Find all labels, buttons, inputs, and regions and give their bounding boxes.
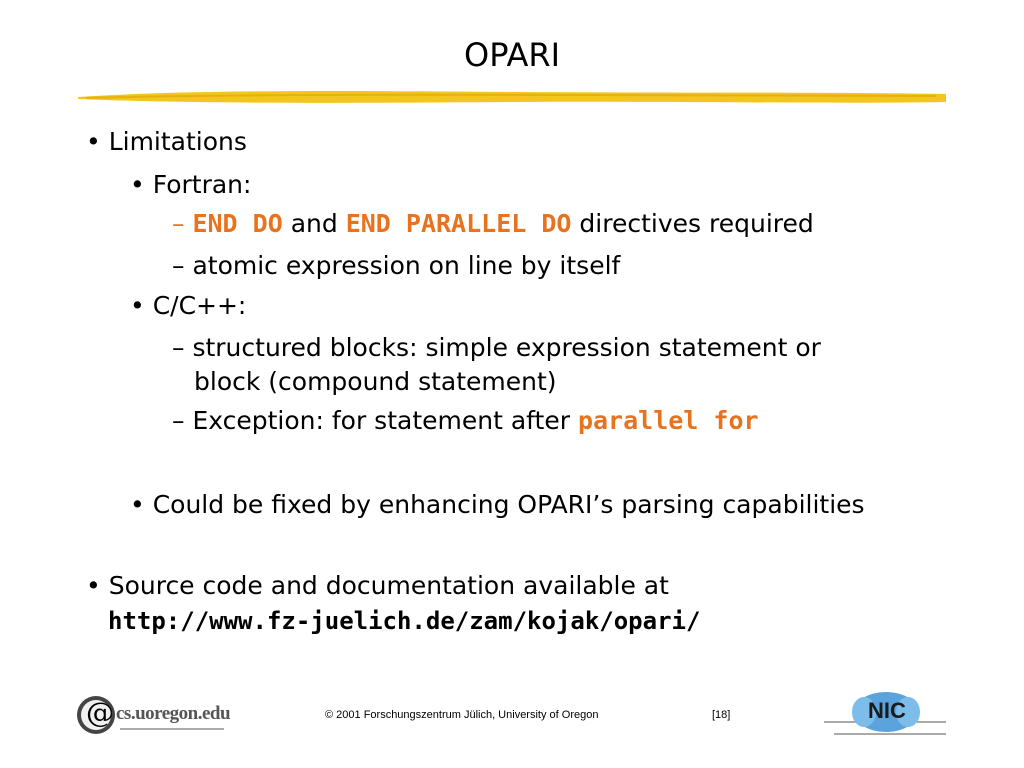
dash-marker: – xyxy=(172,333,185,362)
bullet-text: Source code and documentation available at xyxy=(108,571,669,600)
dash-marker: – xyxy=(172,251,185,280)
footer-copyright: © 2001 Forschungszentrum Jülich, University of Oregon xyxy=(325,709,599,721)
bullet-text: Fortran: xyxy=(152,170,252,199)
bullet-marker: • xyxy=(86,127,101,156)
uoregon-logo-text: cs.uoregon.edu xyxy=(116,703,231,724)
bullet-text: Limitations xyxy=(108,127,247,156)
bullet-text: Could be fixed by enhancing OPARI’s parsing capabilities xyxy=(152,490,865,519)
bullet-fortran xyxy=(130,170,251,200)
page-number: [18] xyxy=(712,709,731,721)
subbullet-atomic xyxy=(172,251,620,281)
text-directives-required: directives required xyxy=(571,209,814,238)
at-symbol: @ xyxy=(86,696,114,729)
source-url-link[interactable]: http://www.fz-juelich.de/zam/kojak/opari/ xyxy=(108,607,701,635)
bullet-marker: • xyxy=(130,490,145,519)
bullet-cpp xyxy=(130,291,246,321)
subbullet-exception xyxy=(172,406,759,436)
text-and: and xyxy=(282,209,346,238)
title-underline-rule xyxy=(76,84,948,108)
bullet-fixed xyxy=(130,490,865,520)
code-parallel-for: parallel for xyxy=(577,406,759,435)
subbullet-end-do xyxy=(172,209,814,239)
code-end-do: END DO xyxy=(192,209,283,238)
nic-logo-text: NIC xyxy=(868,698,906,723)
bullet-marker: • xyxy=(130,170,145,199)
subbullet-structured xyxy=(172,333,821,363)
dash-marker: – xyxy=(172,209,185,238)
bullet-limitations xyxy=(86,127,247,157)
bullet-text: structured blocks: simple expression statement or xyxy=(192,333,821,362)
bullet-marker: • xyxy=(86,571,101,600)
bullet-source xyxy=(86,571,669,601)
dash-marker: – xyxy=(172,406,185,435)
uoregon-logo xyxy=(76,693,231,737)
nic-logo xyxy=(824,690,948,740)
bullet-text: C/C++: xyxy=(152,291,247,320)
subbullet-structured-cont xyxy=(194,367,557,397)
bullet-marker: • xyxy=(130,291,145,320)
slide-title: OPARI xyxy=(464,36,560,74)
bullet-text: Exception: for statement after xyxy=(192,406,578,435)
bullet-text: atomic expression on line by itself xyxy=(192,251,621,280)
bullet-text: block (compound statement) xyxy=(194,367,557,396)
code-end-parallel-do: END PARALLEL DO xyxy=(345,209,572,238)
